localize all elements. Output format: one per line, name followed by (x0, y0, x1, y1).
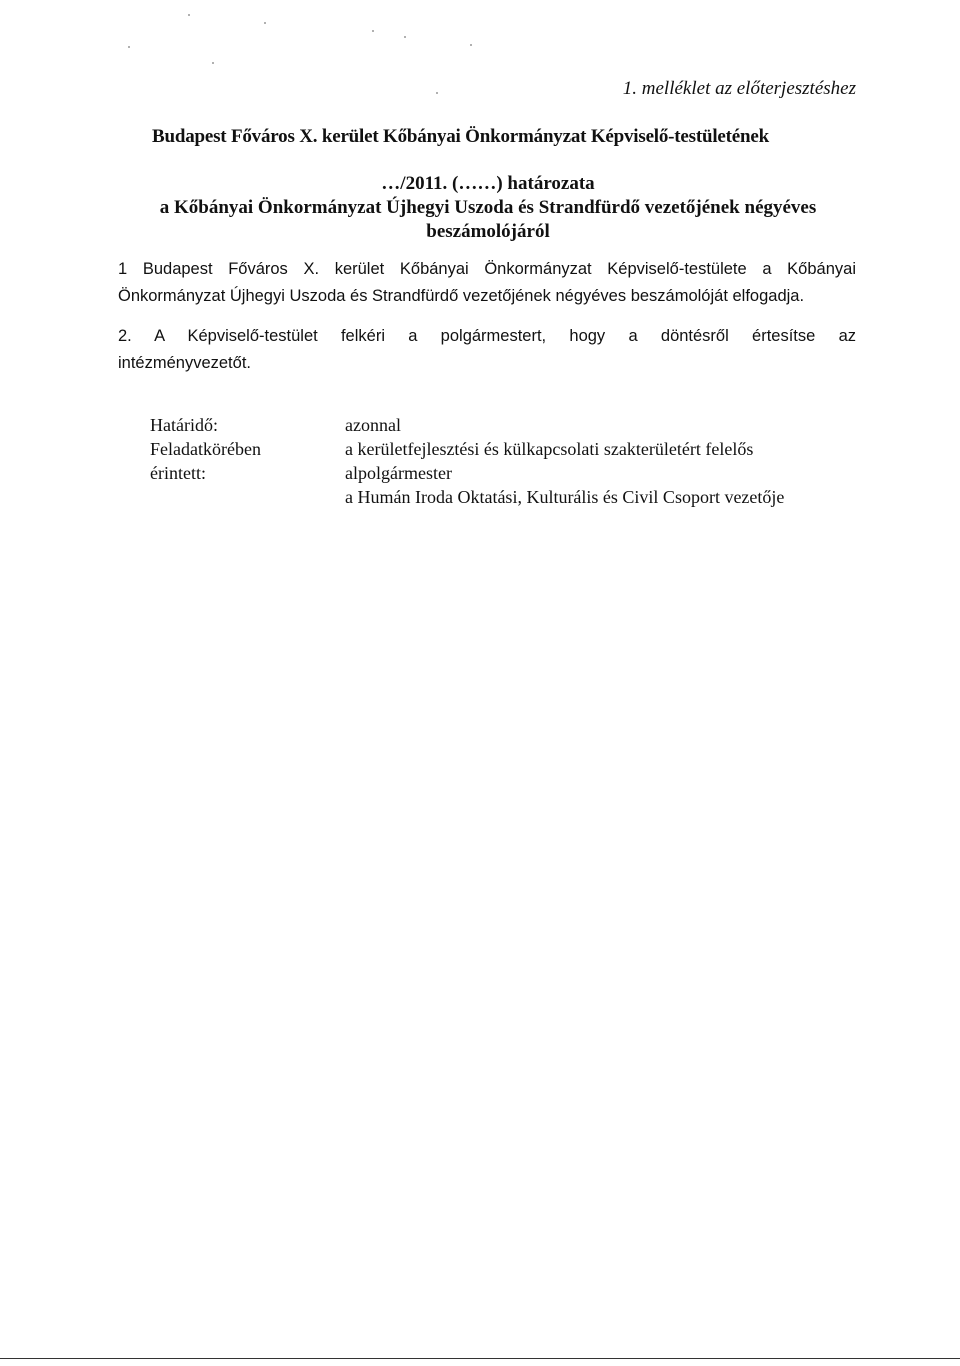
point-1-line-a: 1 Budapest Főváros X. kerület Kőbányai Önkormányzat Képviselő-testülete a Kőbányai (118, 260, 856, 278)
point-2-line-b: intézményvezetőt. (118, 354, 251, 372)
resolution-number: …/2011. (……) határozata (381, 173, 595, 194)
responsible-value-2: a Humán Iroda Oktatási, Kulturális és Civil Csoport vezetője (345, 487, 785, 507)
scan-edge-line (0, 1358, 960, 1359)
responsible-label: Feladatkörében (150, 439, 261, 459)
responsible-label-cont: érintett: (150, 463, 206, 483)
resolution-title: a Kőbányai Önkormányzat Újhegyi Uszoda és Strandfürdő vezetőjének négyéves (159, 197, 817, 218)
deadline-label: Határidő: (150, 415, 218, 435)
meta-values (345, 413, 784, 509)
meta-labels (150, 413, 261, 485)
resolution-title-end: beszámolójáról (426, 221, 550, 242)
point-1-line-b: Önkormányzat Újhegyi Uszoda és Strandfürdő vezetőjének négyéves beszámolóját elfogadja. (118, 287, 805, 305)
responsible-value-cont: alpolgármester (345, 463, 452, 483)
point-2-line-a: 2. A Képviselő-testület felkéri a polgármestert, hogy a döntésről értesítse az (118, 327, 856, 345)
responsible-value: a kerületfejlesztési és külkapcsolati szakterületért felelős (345, 439, 754, 459)
deadline-value: azonnal (345, 415, 401, 435)
point-2 (118, 323, 856, 377)
point-1 (118, 256, 856, 310)
council-header: Budapest Főváros X. kerület Kőbányai Önkormányzat Képviselő-testületének (152, 126, 769, 147)
annex-label: 1. melléklet az előterjesztéshez (622, 78, 856, 99)
